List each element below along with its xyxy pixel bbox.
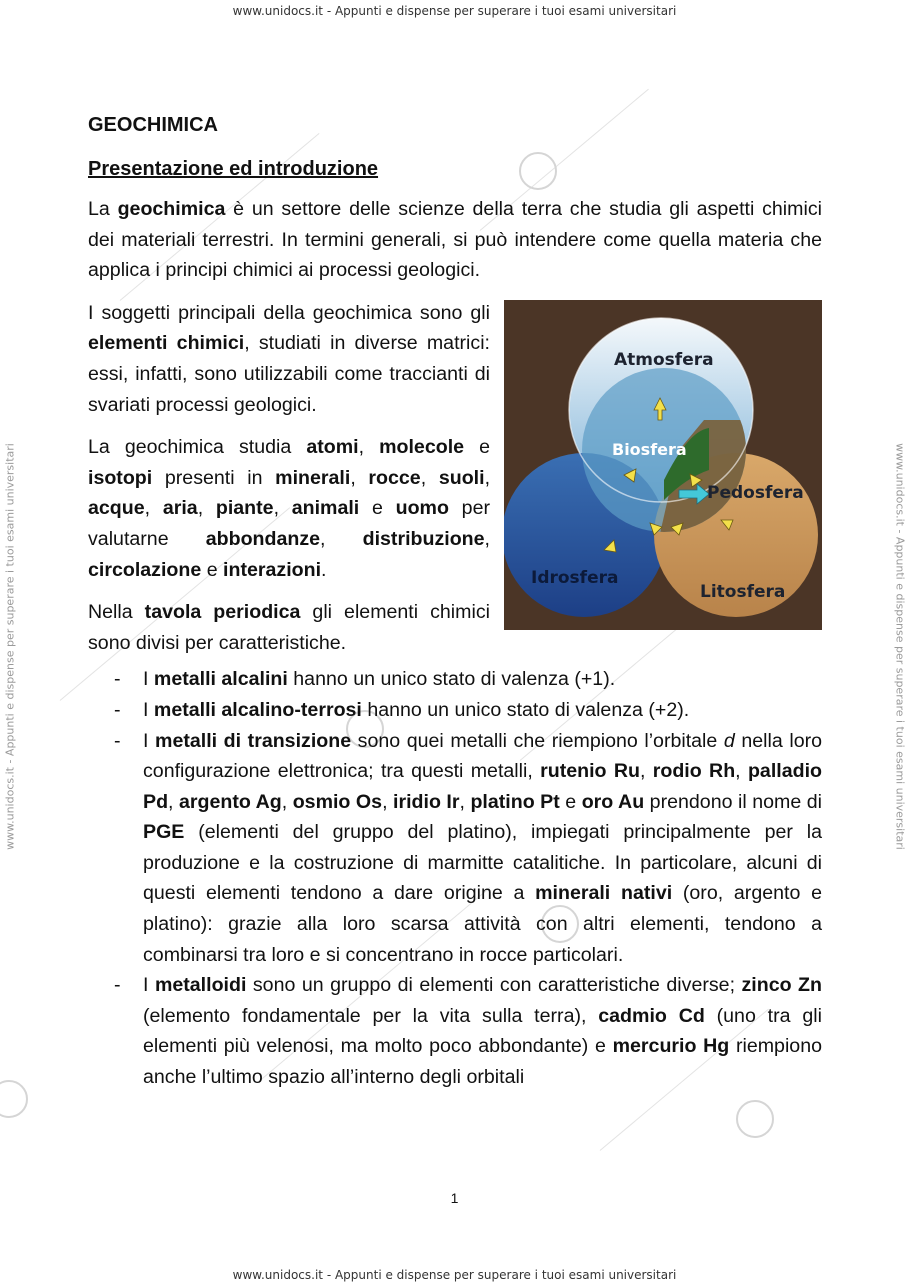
watermark-logo-icon bbox=[0, 1080, 28, 1118]
paragraph-studies: La geochimica studia atomi, molecole e isotopi presenti in minerali, rocce, suoli, acque, aria, piante, animali e uomo per valutarne abbondanze, distribuzione, circolazione e interazioni. bbox=[88, 436, 491, 581]
document-title: GEOCHIMICA bbox=[88, 114, 218, 136]
list-item: - I metalli di transizione sono quei metalli che riempiono l’orbitale d nella loro configurazione elettronica; tra questi metalli, rutenio Ru, rodio Rh, palladio Pd, argento Ag, osmio Os, iridio Ir, platino Pt e oro Au prendono il nome di PGE (elementi del gruppo del platino), impiegati principalmente per la produzione e la costruzione di marmitte catalitiche. In particolare, alcuni di questi elementi tendono a dare origine a minerali nativi (oro, argento e platino): grazie alla loro scarsa attività con altri elementi, tendono a combinarsi tra loro e si concentrano in rocce particolari. bbox=[114, 729, 823, 966]
list-item: - I metalloidi sono un gruppo di elementi con caratteristiche diverse; zinco Zn (elemento fondamentale per la vita sulla terra), cadmio Cd (uno tra gli elementi più velenosi, ma molto poco abbondante) e mercurio Hg riempiono anche l’ultimo spazio all’interno degli orbitali bbox=[114, 974, 822, 1089]
paragraph-periodic-table: Nella tavola periodica gli elementi chimici sono divisi per caratteristiche. bbox=[88, 601, 490, 654]
watermark-header: www.unidocs.it - Appunti e dispense per superare i tuoi esami universitari bbox=[232, 4, 677, 18]
paragraph-subjects: I soggetti principali della geochimica sono gli elementi chimici, studiati in diverse matrici: essi, infatti, sono utilizzabili come traccianti di svariati processi geologici. bbox=[88, 301, 490, 416]
watermark-logo-icon bbox=[736, 1100, 774, 1138]
label-atmosfera: Atmosfera bbox=[614, 349, 714, 370]
label-biosfera: Biosfera bbox=[612, 439, 687, 459]
document-body bbox=[88, 110, 822, 1093]
watermark-left: www.unidocs.it - Appunti e dispense per superare i tuoi esami universitari bbox=[3, 443, 17, 850]
list-item: - I metalli alcalini hanno un unico stato di valenza (+1). bbox=[114, 668, 616, 691]
list-item: - I metalli alcalino-terrosi hanno un unico stato di valenza (+2). bbox=[114, 698, 690, 721]
paragraph-intro: La geochimica è un settore delle scienze della terra che studia gli aspetti chimici dei materiali terrestri. In termini generali, si può intendere come quella materia che applica i principi chimici ai processi geologici. bbox=[88, 198, 822, 282]
label-pedosfera: Pedosfera bbox=[707, 482, 804, 503]
element-groups-list bbox=[88, 664, 822, 1092]
page-number: 1 bbox=[450, 1190, 459, 1206]
spheres-figure bbox=[504, 300, 822, 630]
label-litosfera: Litosfera bbox=[700, 581, 786, 602]
section-heading: Presentazione ed introduzione bbox=[88, 158, 379, 180]
watermark-footer: www.unidocs.it - Appunti e dispense per superare i tuoi esami universitari bbox=[232, 1268, 677, 1282]
label-idrosfera: Idrosfera bbox=[531, 567, 619, 588]
watermark-right: www.unidocs.it - Appunti e dispense per superare i tuoi esami universitari bbox=[893, 443, 907, 850]
